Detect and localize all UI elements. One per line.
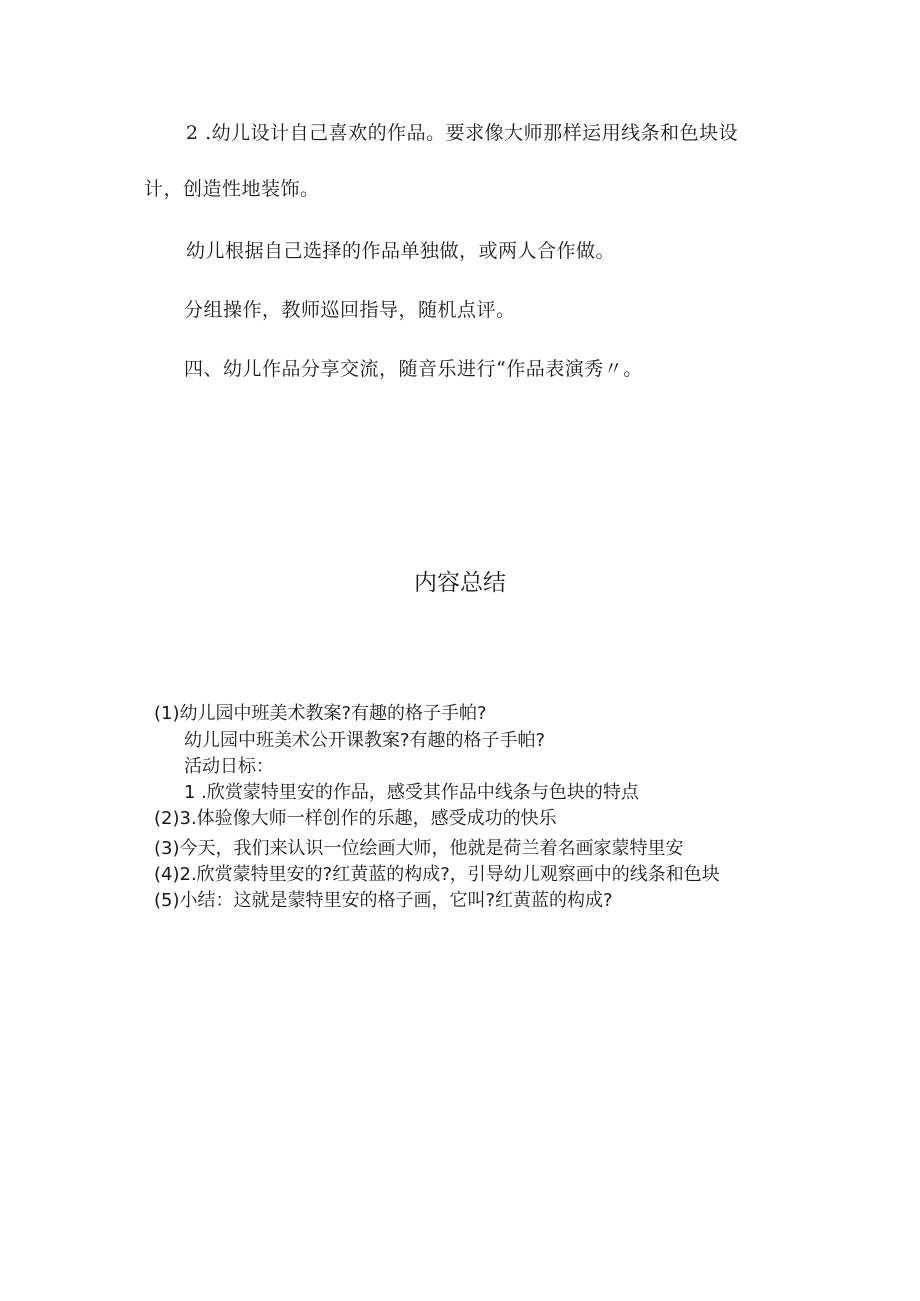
summary-item-1: (1)幼儿园中班美术教案?有趣的格子手帕?	[154, 703, 487, 724]
summary-item-5: (5)小结：这就是蒙特里安的格子画，它叫?红黄蓝的构成?	[154, 890, 613, 911]
paragraph-section-four: 四、幼儿作品分享交流，随音乐进行“作品表演秀〃。	[184, 358, 643, 380]
step-2-line-2: 计，创造性地装饰。	[144, 178, 320, 200]
step-2-line-1: 2 .幼儿设计自己喜欢的作品。要求像大师那样运用线条和色块设	[186, 122, 739, 144]
summary-item-4: (4)2.欣赏蒙特里安的?红黄蓝的构成?，引导幼儿观察画中的线条和色块	[154, 864, 720, 885]
paragraph-group-operation: 分组操作，教师巡回指导，随机点评。	[184, 299, 516, 321]
paragraph-individual-work: 幼儿根据自己选择的作品单独做，或两人合作做。	[186, 240, 616, 262]
summary-subline-2: 活动日标：	[184, 756, 274, 777]
summary-subline-3: 1 .欣赏蒙特里安的作品，感受其作品中线条与色块的特点	[184, 782, 639, 803]
summary-item-2: (2)3.体验像大师一样创作的乐趣，感受成功的快乐	[154, 808, 557, 829]
summary-title: 内容总结	[414, 570, 506, 596]
summary-subline-1: 幼儿园中班美术公开课教案?有趣的格子手帕?	[184, 730, 546, 751]
summary-item-3: (3)今天，我们来认识一位绘画大师，他就是荷兰着名画家蒙特里安	[154, 838, 684, 859]
